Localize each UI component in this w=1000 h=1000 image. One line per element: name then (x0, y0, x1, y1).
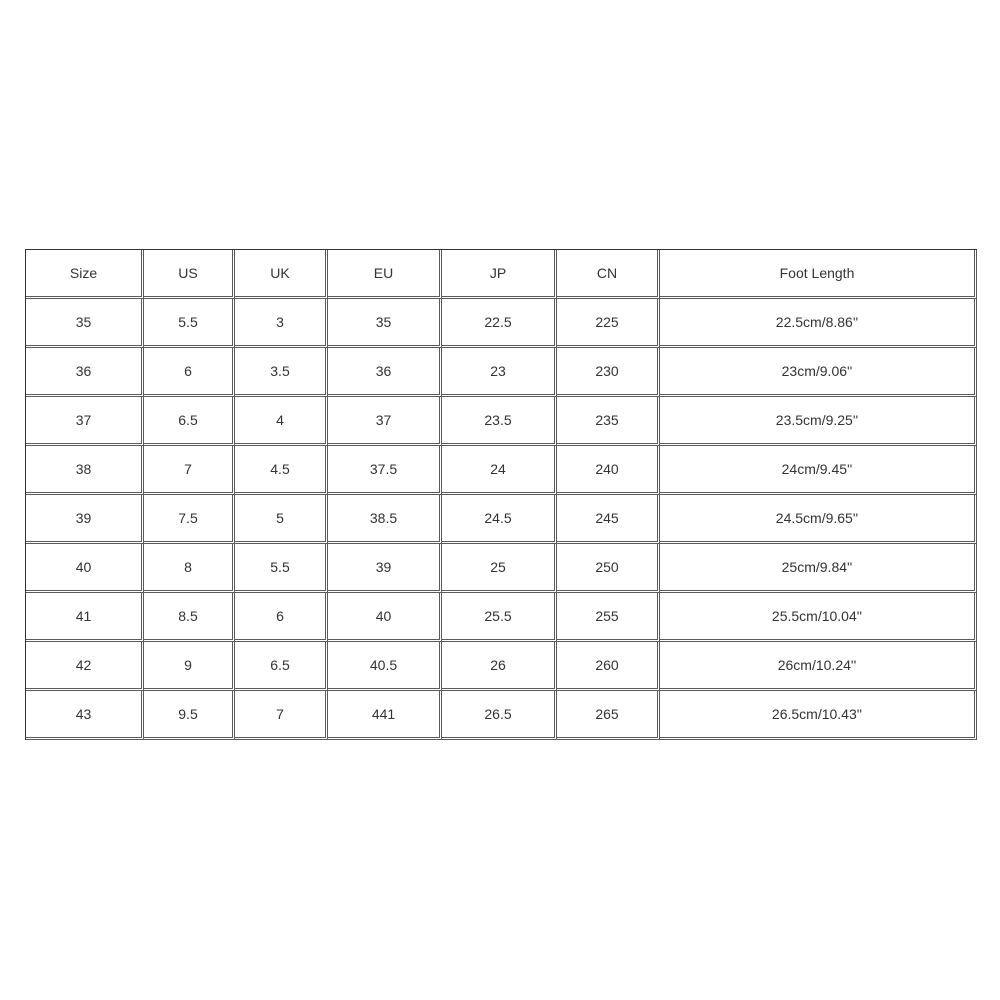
cell-eu: 35 (328, 299, 442, 348)
cell-jp: 23 (442, 348, 557, 397)
column-header-jp: JP (442, 250, 557, 299)
cell-uk: 4.5 (235, 446, 328, 495)
cell-us: 7.5 (144, 495, 235, 544)
cell-size: 39 (26, 495, 144, 544)
cell-foot-length: 24.5cm/9.65'' (660, 495, 977, 544)
table-row (26, 299, 977, 348)
cell-foot-length: 26cm/10.24'' (660, 642, 977, 691)
cell-jp: 24.5 (442, 495, 557, 544)
cell-uk: 3.5 (235, 348, 328, 397)
cell-size: 37 (26, 397, 144, 446)
cell-foot-length: 24cm/9.45'' (660, 446, 977, 495)
table-row (26, 446, 977, 495)
cell-foot-length: 26.5cm/10.43'' (660, 691, 977, 740)
cell-uk: 7 (235, 691, 328, 740)
cell-eu: 441 (328, 691, 442, 740)
table-row (26, 691, 977, 740)
cell-eu: 37 (328, 397, 442, 446)
cell-uk: 6.5 (235, 642, 328, 691)
cell-size: 38 (26, 446, 144, 495)
cell-cn: 265 (557, 691, 660, 740)
cell-jp: 26.5 (442, 691, 557, 740)
cell-us: 9.5 (144, 691, 235, 740)
table-row (26, 495, 977, 544)
column-header-foot-length: Foot Length (660, 250, 977, 299)
cell-eu: 39 (328, 544, 442, 593)
column-header-eu: EU (328, 250, 442, 299)
column-header-size: Size (26, 250, 144, 299)
cell-foot-length: 22.5cm/8.86'' (660, 299, 977, 348)
cell-jp: 24 (442, 446, 557, 495)
column-header-cn: CN (557, 250, 660, 299)
cell-jp: 25 (442, 544, 557, 593)
cell-cn: 260 (557, 642, 660, 691)
column-header-us: US (144, 250, 235, 299)
cell-eu: 36 (328, 348, 442, 397)
cell-uk: 5.5 (235, 544, 328, 593)
cell-jp: 23.5 (442, 397, 557, 446)
cell-eu: 40.5 (328, 642, 442, 691)
cell-size: 40 (26, 544, 144, 593)
cell-cn: 235 (557, 397, 660, 446)
cell-uk: 4 (235, 397, 328, 446)
cell-us: 8.5 (144, 593, 235, 642)
table-row (26, 593, 977, 642)
cell-size: 42 (26, 642, 144, 691)
cell-us: 9 (144, 642, 235, 691)
column-header-uk: UK (235, 250, 328, 299)
cell-cn: 255 (557, 593, 660, 642)
cell-cn: 225 (557, 299, 660, 348)
cell-size: 43 (26, 691, 144, 740)
cell-cn: 230 (557, 348, 660, 397)
cell-jp: 22.5 (442, 299, 557, 348)
table-row (26, 544, 977, 593)
table-body (26, 299, 977, 740)
cell-us: 5.5 (144, 299, 235, 348)
cell-cn: 250 (557, 544, 660, 593)
cell-foot-length: 23cm/9.06'' (660, 348, 977, 397)
cell-us: 8 (144, 544, 235, 593)
cell-uk: 3 (235, 299, 328, 348)
table-row (26, 348, 977, 397)
cell-foot-length: 25cm/9.84'' (660, 544, 977, 593)
cell-size: 35 (26, 299, 144, 348)
cell-cn: 245 (557, 495, 660, 544)
cell-eu: 38.5 (328, 495, 442, 544)
cell-us: 7 (144, 446, 235, 495)
size-chart-table (25, 249, 977, 740)
cell-us: 6.5 (144, 397, 235, 446)
cell-eu: 40 (328, 593, 442, 642)
table-row (26, 397, 977, 446)
cell-eu: 37.5 (328, 446, 442, 495)
table-header-row (26, 250, 977, 299)
cell-jp: 25.5 (442, 593, 557, 642)
cell-foot-length: 23.5cm/9.25'' (660, 397, 977, 446)
cell-cn: 240 (557, 446, 660, 495)
cell-uk: 5 (235, 495, 328, 544)
table-row (26, 642, 977, 691)
cell-size: 41 (26, 593, 144, 642)
cell-foot-length: 25.5cm/10.04'' (660, 593, 977, 642)
cell-uk: 6 (235, 593, 328, 642)
cell-size: 36 (26, 348, 144, 397)
cell-jp: 26 (442, 642, 557, 691)
cell-us: 6 (144, 348, 235, 397)
